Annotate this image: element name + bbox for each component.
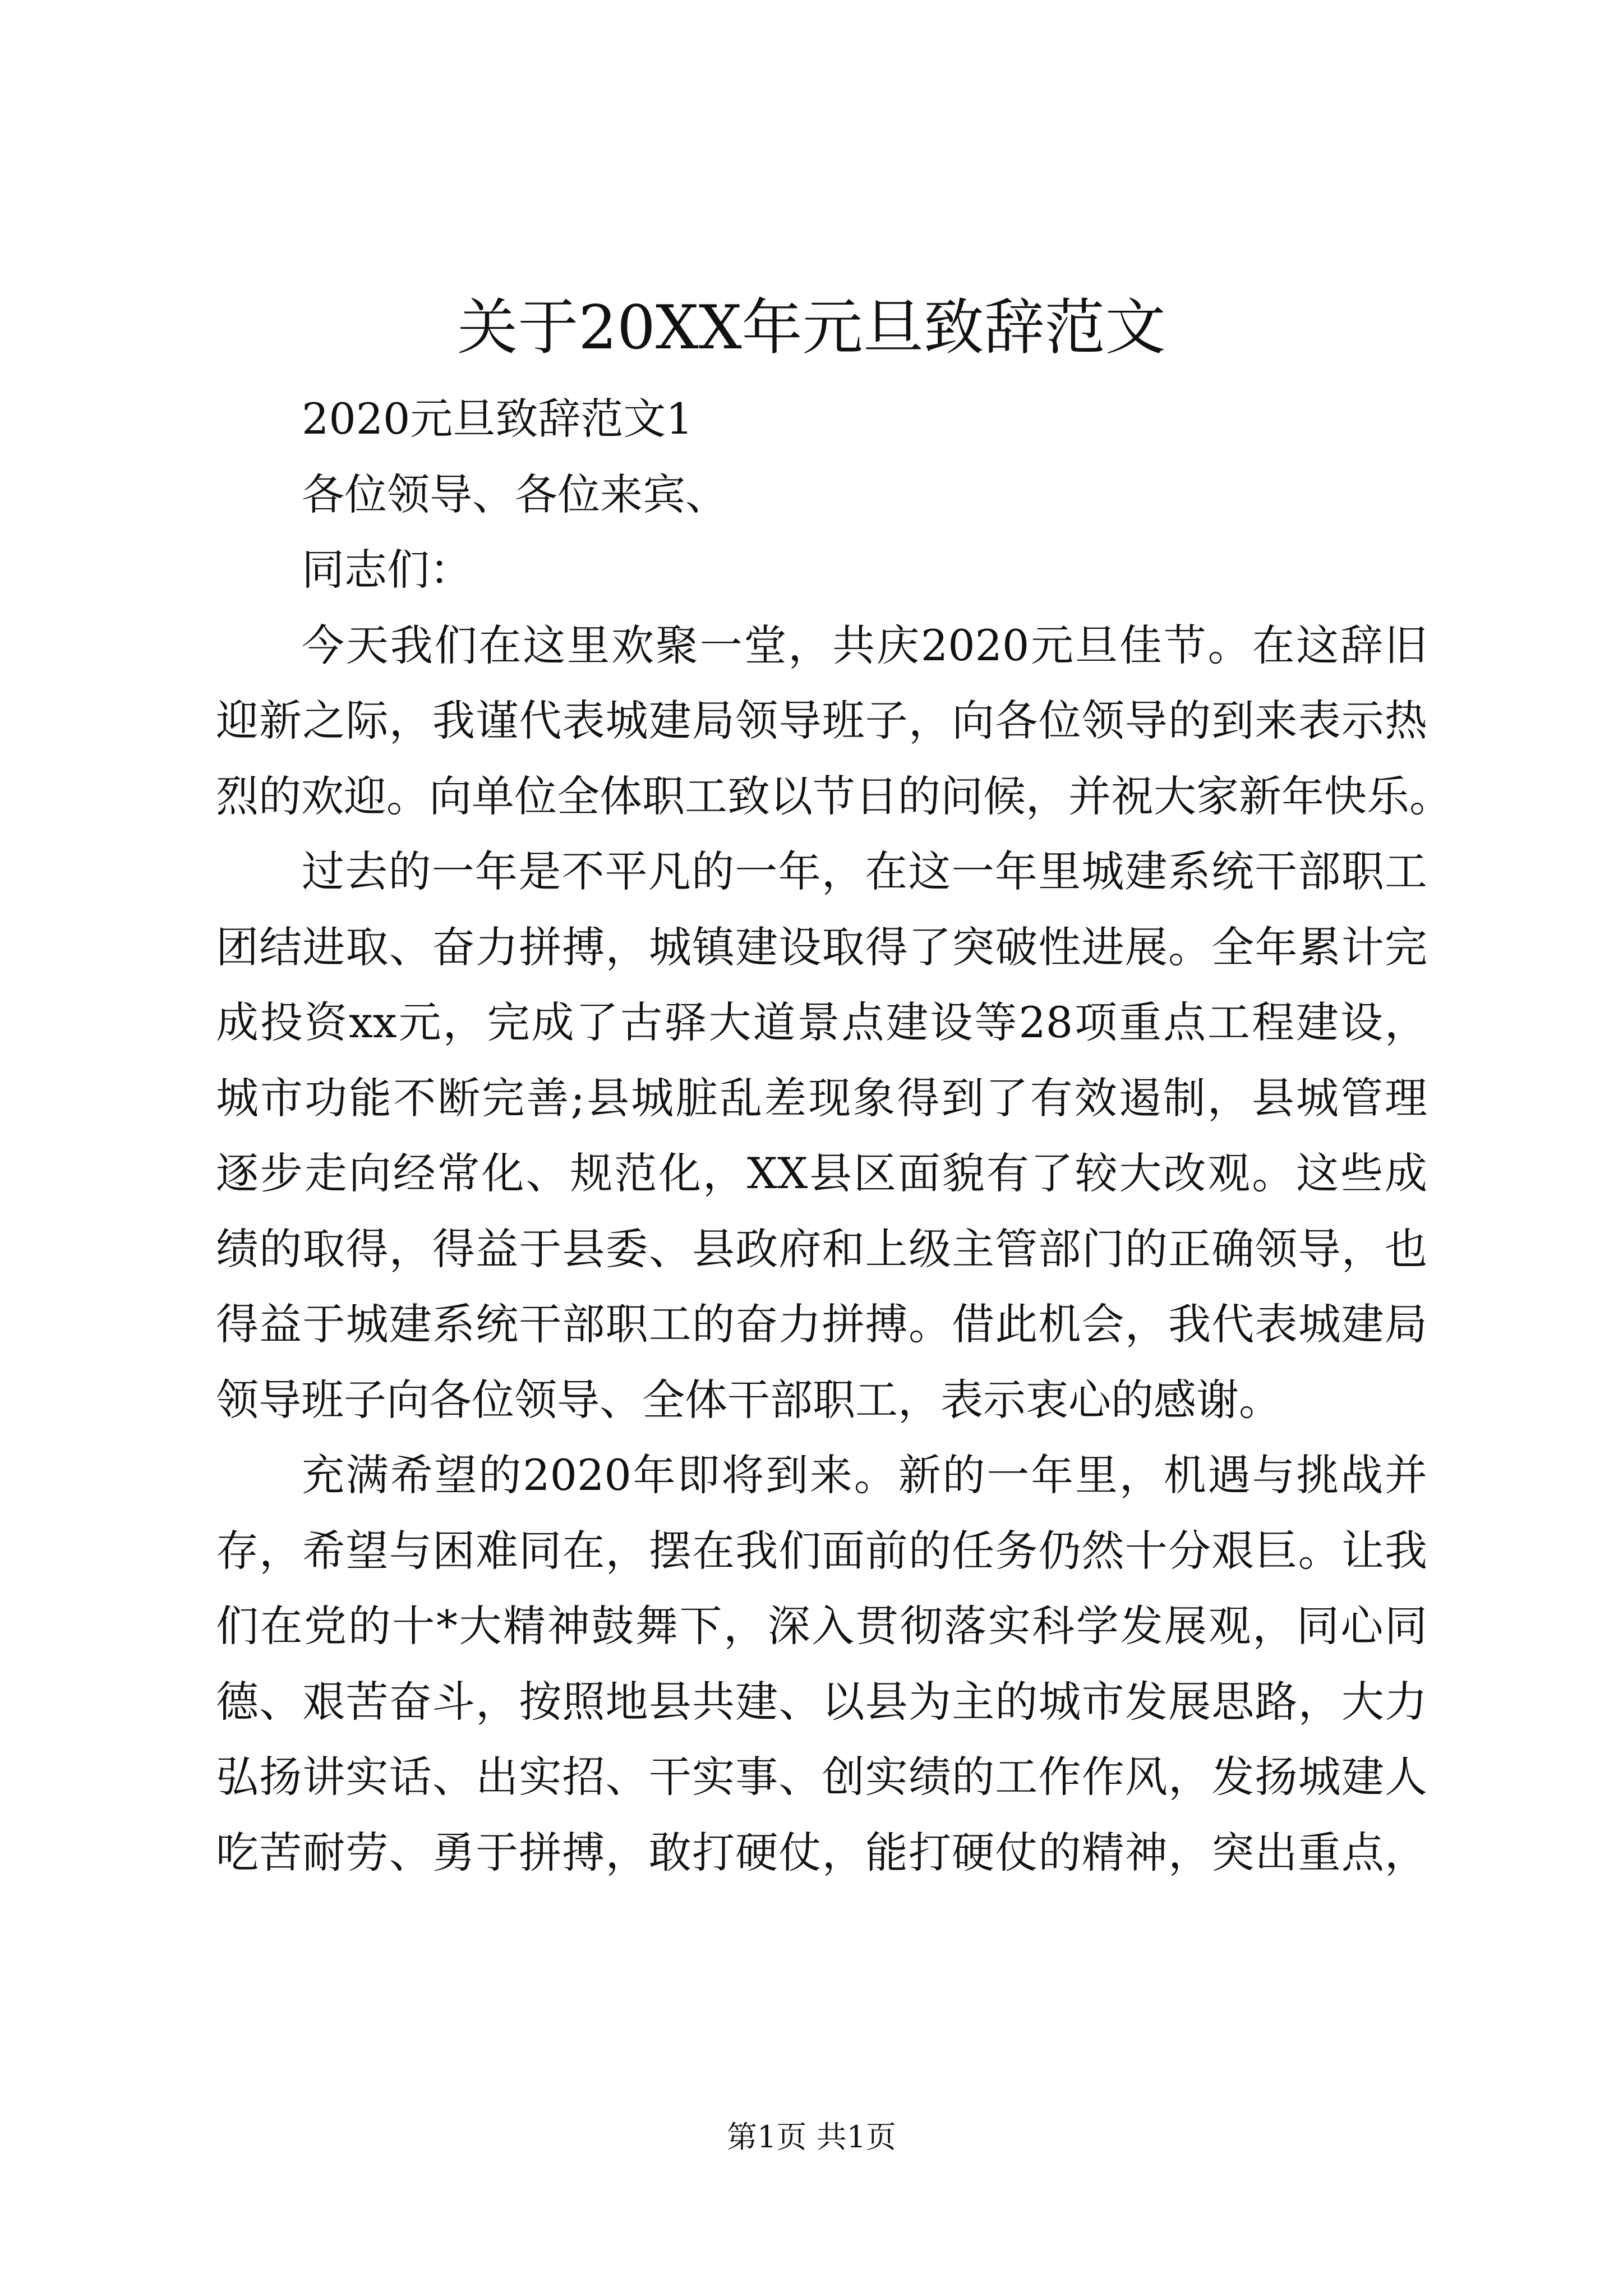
paragraph-line: 烈的欢迎。向单位全体职工致以节日的问候，并祝大家新年快乐。 [216,771,1452,821]
salutation-line: 同志们： [302,545,472,595]
paragraph-line: 弘扬讲实话、出实招、干实事、创实绩的工作作风，发扬城建人 [216,1752,1427,1802]
paragraph-line: 今天我们在这里欢聚一堂，共庆2020元旦佳节。在这辞旧 [302,620,1427,670]
paragraph-line: 成投资xx元，完成了古驿大道景点建设等28项重点工程建设， [216,997,1427,1047]
paragraph-line: 团结进取、奋力拼搏，城镇建设取得了突破性进展。全年累计完 [216,922,1427,972]
section-heading: 2020元旦致辞范文1 [302,394,693,444]
paragraph-line: 德、艰苦奋斗，按照地县共建、以县为主的城市发展思路，大力 [216,1676,1427,1727]
paragraph-line: 们在党的十*大精神鼓舞下，深入贯彻落实科学发展观，同心同 [216,1601,1427,1651]
paragraph-line: 吃苦耐劳、勇于拼搏，敢打硬仗，能打硬仗的精神，突出重点， [216,1827,1427,1878]
paragraph-line: 领导班子向各位领导、全体干部职工，表示衷心的感谢。 [216,1374,1281,1425]
paragraph-line: 充满希望的2020年即将到来。新的一年里，机遇与挑战并 [302,1450,1427,1500]
document-body [216,381,1452,1890]
paragraph-line: 逐步走向经常化、规范化，XX县区面貌有了较大改观。这些成 [216,1148,1427,1198]
paragraph-line: 迎新之际，我谨代表城建局领导班子，向各位领导的到来表示热 [216,696,1427,746]
paragraph-line: 存，希望与困难同在，摆在我们面前的任务仍然十分艰巨。让我 [216,1525,1427,1576]
salutation-line: 各位领导、各位来宾、 [302,469,728,519]
page-number-footer: 第1页 共1页 [727,2119,896,2155]
paragraph-line: 过去的一年是不平凡的一年，在这一年里城建系统干部职工 [302,846,1427,896]
paragraph-line: 得益于城建系统干部职工的奋力拼搏。借此机会，我代表城建局 [216,1299,1427,1349]
paragraph-line: 绩的取得，得益于县委、县政府和上级主管部门的正确领导，也 [216,1223,1427,1274]
paragraph-line: 城市功能不断完善;县城脏乱差现象得到了有效遏制，县城管理 [216,1073,1427,1123]
document-title: 关于20XX年元旦致辞范文 [457,293,1166,363]
